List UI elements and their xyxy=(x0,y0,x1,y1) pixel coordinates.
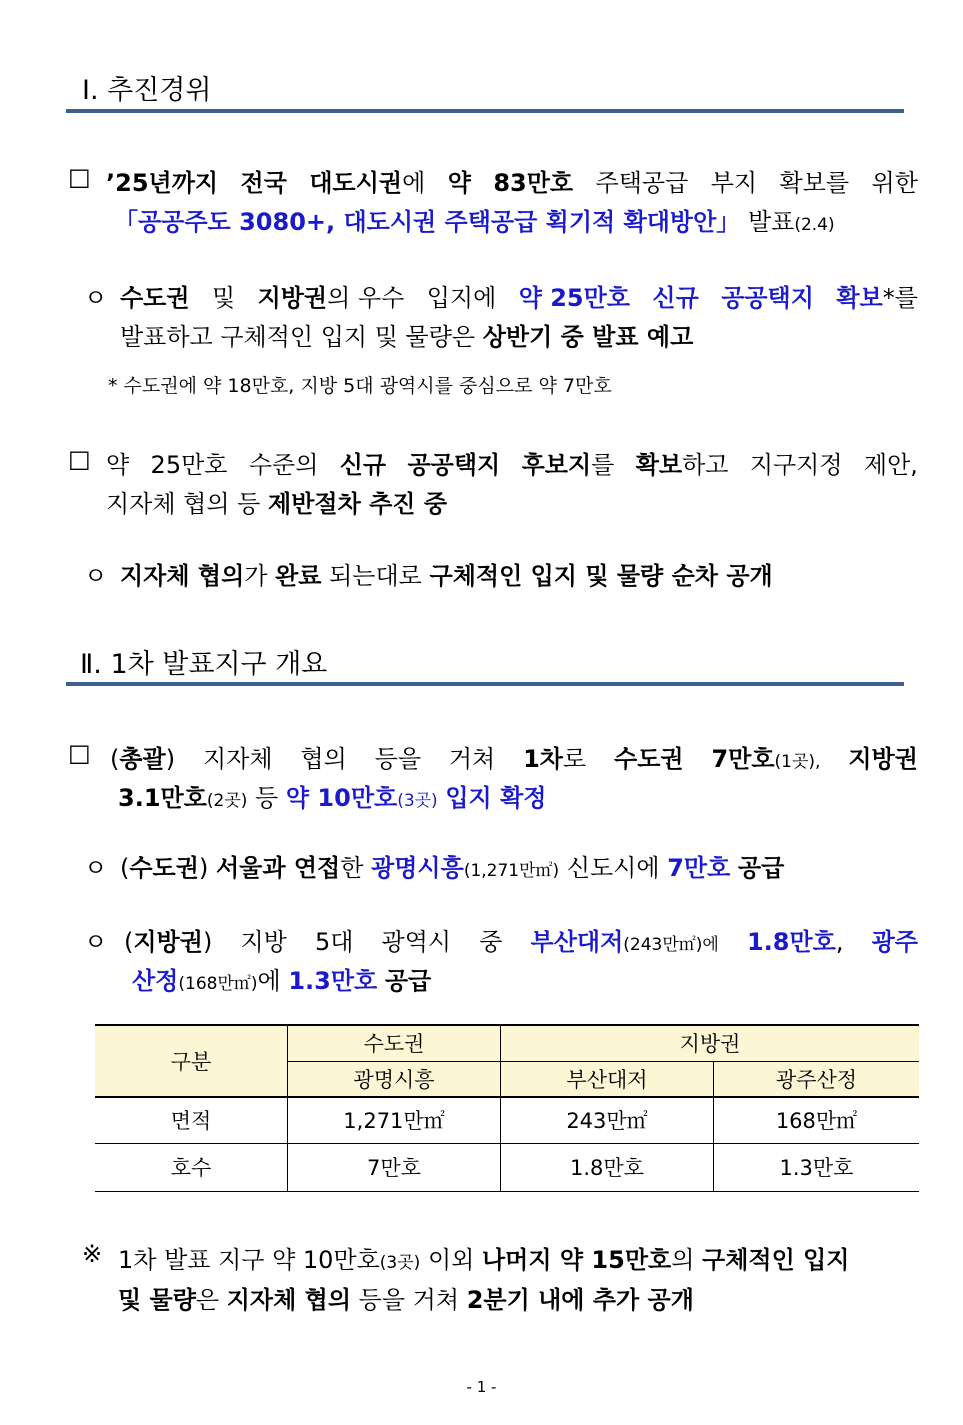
paragraph-line xyxy=(120,278,918,313)
bullet-circle: ㅇ xyxy=(84,284,108,312)
text-segment: 서울과 연접 xyxy=(215,854,341,882)
bullet-box: □ xyxy=(68,163,91,191)
text-segment: 산정 xyxy=(132,967,179,995)
text-segment: 제안, xyxy=(863,451,918,479)
text-segment: ( xyxy=(110,745,120,773)
text-segment: 의 xyxy=(671,1246,695,1274)
text-segment: 수도권 xyxy=(614,745,684,773)
text-segment: 25만호 xyxy=(150,451,228,479)
paragraph-line xyxy=(106,484,447,519)
text-segment: 제반절차 추진 중 xyxy=(268,490,448,518)
text-segment: 지방권 xyxy=(848,745,918,773)
text-segment: 구체적인 입지 xyxy=(702,1246,850,1274)
text-segment: 가 xyxy=(244,562,268,590)
text-segment: 수도권 xyxy=(129,854,199,882)
text-segment: 공공택지 xyxy=(721,284,814,312)
row-label: 면적 xyxy=(95,1097,288,1143)
page-number: - 1 - xyxy=(466,1378,497,1396)
text-segment: (1곳), xyxy=(774,752,821,772)
section-2-title: Ⅱ. 1차 발표지구 개요 xyxy=(80,649,328,680)
text-segment: 나머지 약 15만호 xyxy=(481,1246,672,1274)
text-segment: (1,271만㎡) xyxy=(463,861,560,881)
header-sub-cell: 광명시흥 xyxy=(288,1061,501,1097)
text-segment: 구체적인 입지 및 물량 순차 공개 xyxy=(429,562,773,590)
text-segment: 주택공급 xyxy=(595,169,689,197)
text-segment: 약 xyxy=(106,451,130,479)
paragraph-line xyxy=(120,556,773,591)
text-segment: 및 xyxy=(211,284,236,312)
paragraph-line xyxy=(120,317,693,352)
text-segment: 1.3만호 xyxy=(288,967,378,995)
text-segment: 지방권 xyxy=(257,284,328,312)
text-segment: 전국 xyxy=(240,169,287,197)
text-segment: 1차 xyxy=(523,745,563,773)
text-segment: (243만㎡)에 xyxy=(623,935,719,955)
text-segment: 5대 xyxy=(314,928,354,956)
paragraph-line xyxy=(106,163,918,198)
text-segment: 에 xyxy=(402,169,426,197)
bullet-circle: ㅇ xyxy=(84,562,108,590)
paragraph-line xyxy=(118,1240,849,1275)
text-segment: (168만㎡) xyxy=(178,974,258,994)
reference-mark: ※ xyxy=(82,1240,103,1268)
text-segment: (3곳) xyxy=(379,1253,421,1273)
text-segment: (3곳) xyxy=(397,791,438,811)
date: (2.4) xyxy=(794,215,835,235)
plan-title: 「공공주도 3080+, 대도시권 주택공급 획기적 확대방안」 xyxy=(114,208,741,236)
text-segment: 83만호 xyxy=(493,169,574,197)
section-2-rule xyxy=(66,682,904,686)
text-segment: 의 우수 xyxy=(327,284,405,312)
paragraph-line xyxy=(118,778,546,813)
text-segment: 1.8만호 xyxy=(746,928,836,956)
table-cell: 1,271만㎡ xyxy=(288,1097,501,1143)
section-1-title: Ⅰ. 추진경위 xyxy=(82,75,212,106)
text-segment: 지자체 xyxy=(202,745,273,773)
paragraph-line xyxy=(124,922,918,957)
text-segment: 신규 xyxy=(339,451,387,479)
text-segment: 및 물량 xyxy=(118,1286,196,1314)
text-segment: 지자체 협의 xyxy=(120,562,245,590)
summary-table xyxy=(95,1024,919,1192)
text-segment: 로 xyxy=(563,745,587,773)
bullet-box: □ xyxy=(68,445,91,473)
text-segment: 발표하고 구체적인 입지 및 물량은 xyxy=(120,323,476,351)
text-segment: 지자체 협의 등 xyxy=(106,490,261,518)
text-segment: 등을 거쳐 xyxy=(358,1286,460,1314)
text-segment: , xyxy=(835,928,844,956)
paragraph-line xyxy=(118,1280,694,1315)
text-segment: 확보 xyxy=(635,451,683,479)
text-segment: 수도권 xyxy=(120,284,190,312)
table-cell: 168만㎡ xyxy=(714,1097,920,1143)
text-segment: 은 xyxy=(195,1286,220,1314)
header-sub-cell: 부산대저 xyxy=(501,1061,714,1097)
table-cell: 243만㎡ xyxy=(501,1097,714,1143)
text-segment: 중 xyxy=(479,928,503,956)
text-segment: 대도시권 xyxy=(309,169,403,197)
text-segment: 협의 xyxy=(300,745,347,773)
table-row xyxy=(95,1143,919,1191)
text-segment: 에 xyxy=(257,967,281,995)
text-segment: 발표 xyxy=(747,208,795,236)
text-segment: ’25년까지 xyxy=(106,169,219,197)
text-segment: 확보를 xyxy=(779,169,850,197)
text-segment: ( xyxy=(120,854,130,882)
text-segment: 7만호 xyxy=(667,854,731,882)
header-cell: 구분 xyxy=(95,1025,288,1097)
paragraph-line xyxy=(106,445,918,480)
text-segment: 공공택지 xyxy=(407,451,501,479)
text-segment: 지방권 xyxy=(133,928,203,956)
text-segment: 하고 xyxy=(682,451,729,479)
table-row xyxy=(95,1097,919,1143)
section-1-rule xyxy=(66,109,904,113)
text-segment: 약 xyxy=(447,169,471,197)
text-segment: 총괄 xyxy=(119,745,166,773)
text-segment: 후보지 xyxy=(521,451,592,479)
text-segment: 완료 xyxy=(275,562,322,590)
text-segment: 신규 xyxy=(652,284,699,312)
text-segment: ) xyxy=(198,854,209,882)
paragraph-line xyxy=(114,202,835,237)
header-group-cell: 수도권 xyxy=(288,1025,501,1061)
text-segment: 신도시에 xyxy=(566,854,660,882)
text-segment: 1차 발표 지구 약 10만호 xyxy=(118,1246,380,1274)
text-segment: 수준의 xyxy=(248,451,319,479)
text-segment: 광명시흥 xyxy=(371,854,464,882)
bullet-circle: ㅇ xyxy=(84,854,108,882)
text-segment: 위한 xyxy=(871,169,918,197)
text-segment: 2분기 내에 추가 공개 xyxy=(466,1286,694,1314)
text-segment: *를 xyxy=(882,284,918,312)
text-segment: 지자체 협의 xyxy=(226,1286,352,1314)
text-segment: 등 xyxy=(255,784,279,812)
text-segment: 7만호 xyxy=(711,745,775,773)
bullet-circle: ㅇ xyxy=(84,928,108,956)
text-segment: 확보 xyxy=(836,284,883,312)
text-segment: 공급 xyxy=(737,854,785,882)
text-segment: 광주 xyxy=(871,928,918,956)
text-segment: 한 xyxy=(340,854,364,882)
text-segment: 광역시 xyxy=(381,928,452,956)
text-segment: 상반기 중 발표 예고 xyxy=(482,323,694,351)
text-segment: 지구지정 xyxy=(749,451,843,479)
header-sub-cell: 광주산정 xyxy=(714,1061,920,1097)
text-segment: 부지 xyxy=(710,169,758,197)
text-segment: ) xyxy=(202,928,213,956)
text-segment: 되는대로 xyxy=(329,562,422,590)
paragraph-line xyxy=(110,739,918,774)
text-segment: 입지 확정 xyxy=(445,784,547,812)
note: * 수도권에 약 18만호, 지방 5대 광역시를 중심으로 약 7만호 xyxy=(108,375,612,397)
text-segment: 3.1만호 xyxy=(118,784,207,812)
text-segment: 거쳐 xyxy=(448,745,496,773)
text-segment: (2곳) xyxy=(206,791,248,811)
text-segment: 지방 xyxy=(240,928,287,956)
table-cell: 1.3만호 xyxy=(714,1143,920,1191)
table-cell: 7만호 xyxy=(288,1143,501,1191)
bullet-box: □ xyxy=(68,739,91,767)
text-segment: 약 10만호 xyxy=(285,784,398,812)
text-segment: ) xyxy=(165,745,176,773)
paragraph-line xyxy=(120,848,784,883)
text-segment: 부산대저 xyxy=(530,928,624,956)
text-segment: 약 25만호 xyxy=(518,284,630,312)
row-label: 호수 xyxy=(95,1143,288,1191)
text-segment: 를 xyxy=(591,451,615,479)
header-group-cell: 지방권 xyxy=(501,1025,920,1061)
table-cell: 1.8만호 xyxy=(501,1143,714,1191)
text-segment: 등을 xyxy=(374,745,422,773)
text-segment: 이외 xyxy=(427,1246,475,1274)
text-segment: 입지에 xyxy=(426,284,497,312)
paragraph-line xyxy=(132,961,431,996)
text-segment: 공급 xyxy=(384,967,432,995)
text-segment: ( xyxy=(124,928,134,956)
